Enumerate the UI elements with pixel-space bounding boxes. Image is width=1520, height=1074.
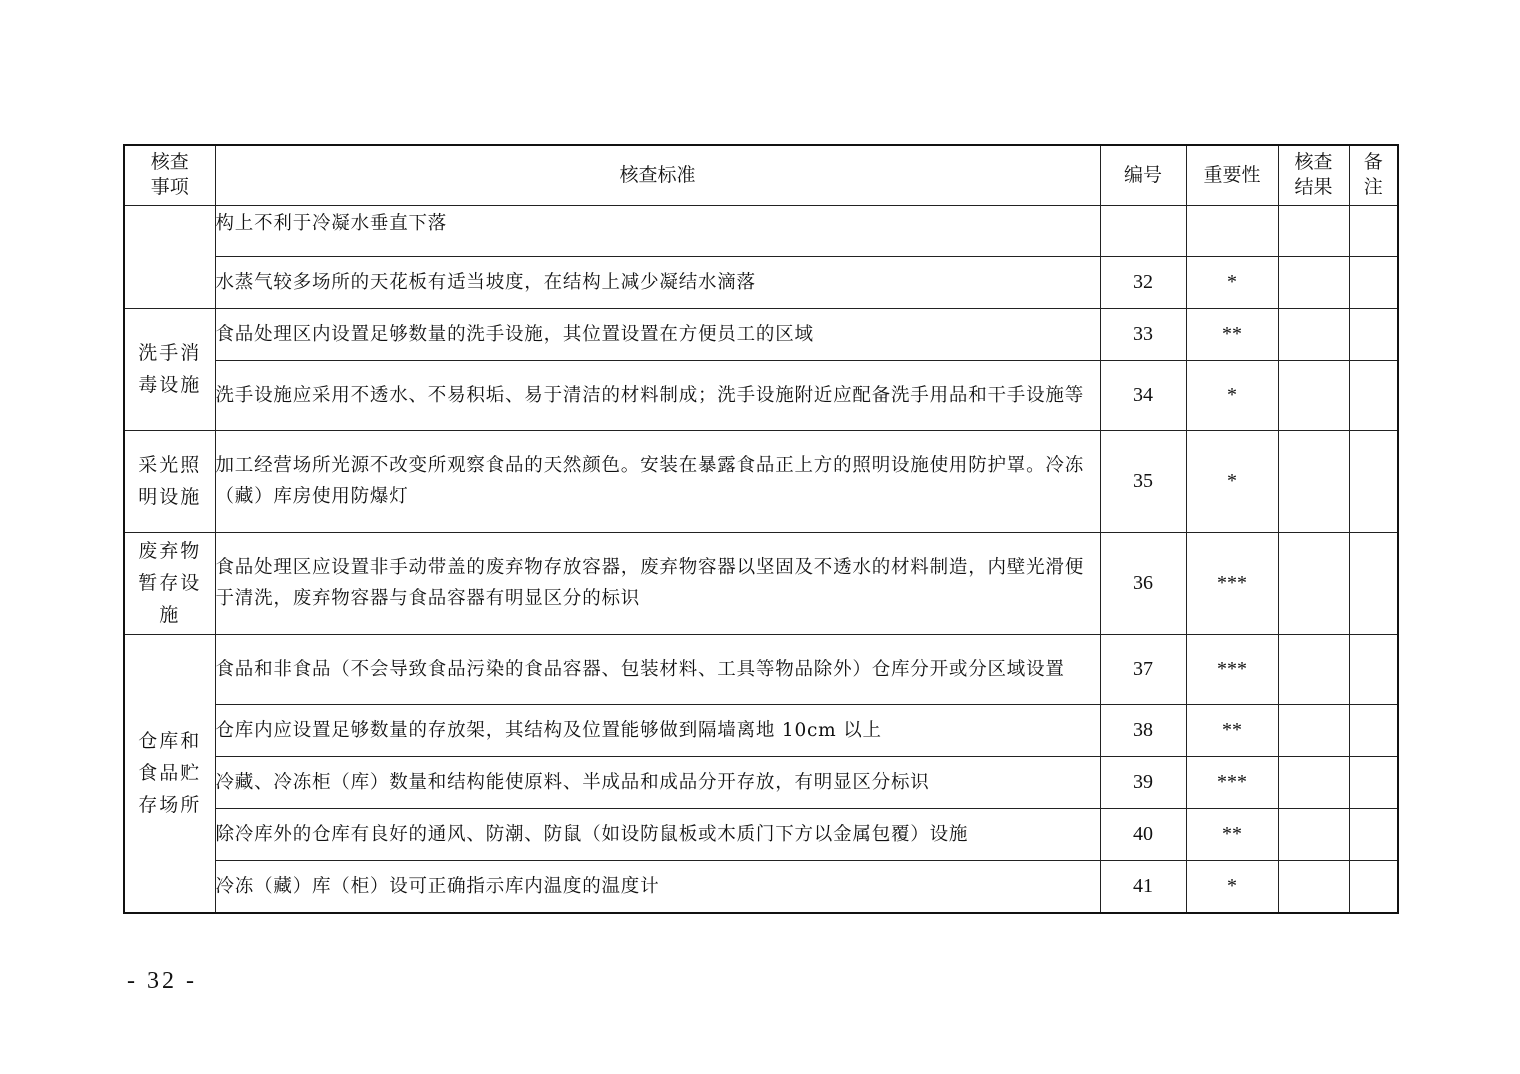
importance-cell: * — [1186, 430, 1278, 532]
note-cell — [1349, 860, 1398, 913]
note-cell — [1349, 532, 1398, 634]
result-cell — [1278, 308, 1349, 360]
header-note-text: 备注 — [1363, 151, 1383, 199]
number-cell: 33 — [1100, 308, 1186, 360]
note-cell — [1349, 360, 1398, 430]
importance-cell: * — [1186, 256, 1278, 308]
table-row — [124, 532, 1398, 634]
note-cell — [1349, 256, 1398, 308]
note-cell — [1349, 634, 1398, 704]
result-cell — [1278, 808, 1349, 860]
importance-cell — [1186, 205, 1278, 256]
table-row — [124, 360, 1398, 430]
standard-cell: 洗手设施应采用不透水、不易积垢、易于清洁的材料制成；洗手设施附近应配备洗手用品和干手设施等 — [215, 360, 1100, 430]
note-cell — [1349, 704, 1398, 756]
table-row — [124, 430, 1398, 532]
header-number: 编号 — [1100, 145, 1186, 205]
table-header-row — [124, 145, 1398, 205]
header-standard: 核查标准 — [215, 145, 1100, 205]
number-cell: 39 — [1100, 756, 1186, 808]
table-row — [124, 808, 1398, 860]
standard-cell: 构上不利于冷凝水垂直下落 — [215, 205, 1100, 256]
standard-cell: 食品和非食品（不会导致食品污染的食品容器、包装材料、工具等物品除外）仓库分开或分区域设置 — [215, 634, 1100, 704]
importance-cell: *** — [1186, 634, 1278, 704]
result-cell — [1278, 205, 1349, 256]
table-row — [124, 308, 1398, 360]
importance-cell: ** — [1186, 308, 1278, 360]
standard-cell: 食品处理区内设置足够数量的洗手设施，其位置设置在方便员工的区域 — [215, 308, 1100, 360]
category-cell-storage — [124, 634, 215, 913]
table-row — [124, 256, 1398, 308]
number-cell: 36 — [1100, 532, 1186, 634]
number-cell: 37 — [1100, 634, 1186, 704]
standard-cell: 加工经营场所光源不改变所观察食品的天然颜色。安装在暴露食品正上方的照明设施使用防护罩。冷冻（藏）库房使用防爆灯 — [215, 430, 1100, 532]
category-label: 废弃物暂存设施 — [138, 540, 202, 626]
category-cell-lighting — [124, 430, 215, 532]
page-number: - 32 - — [127, 968, 197, 994]
number-cell: 40 — [1100, 808, 1186, 860]
category-cell-waste — [124, 532, 215, 634]
result-cell — [1278, 360, 1349, 430]
note-cell — [1349, 308, 1398, 360]
importance-cell: ** — [1186, 808, 1278, 860]
result-cell — [1278, 430, 1349, 532]
category-label: 采光照明设施 — [138, 454, 202, 508]
result-cell — [1278, 704, 1349, 756]
importance-cell: ** — [1186, 704, 1278, 756]
category-cell-continued — [124, 205, 215, 308]
number-cell: 35 — [1100, 430, 1186, 532]
table-row — [124, 634, 1398, 704]
note-cell — [1349, 756, 1398, 808]
importance-cell: *** — [1186, 532, 1278, 634]
note-cell — [1349, 430, 1398, 532]
result-cell — [1278, 634, 1349, 704]
standard-cell: 仓库内应设置足够数量的存放架，其结构及位置能够做到隔墙离地 10cm 以上 — [215, 704, 1100, 756]
result-cell — [1278, 256, 1349, 308]
standard-cell: 冷冻（藏）库（柜）设可正确指示库内温度的温度计 — [215, 860, 1100, 913]
table-row — [124, 756, 1398, 808]
number-cell: 32 — [1100, 256, 1186, 308]
note-cell — [1349, 808, 1398, 860]
result-cell — [1278, 860, 1349, 913]
table-row — [124, 205, 1398, 256]
standard-cell: 冷藏、冷冻柜（库）数量和结构能使原料、半成品和成品分开存放，有明显区分标识 — [215, 756, 1100, 808]
standard-cell: 食品处理区应设置非手动带盖的废弃物存放容器，废弃物容器以坚固及不透水的材料制造，内壁光滑便于清洗，废弃物容器与食品容器有明显区分的标识 — [215, 532, 1100, 634]
header-category — [124, 145, 215, 205]
number-cell: 34 — [1100, 360, 1186, 430]
category-label: 仓库和食品贮存场所 — [138, 730, 202, 817]
table-row — [124, 704, 1398, 756]
header-category-text: 核查事项 — [150, 151, 189, 199]
header-note — [1349, 145, 1398, 205]
importance-cell: *** — [1186, 756, 1278, 808]
inspection-table — [123, 144, 1399, 914]
standard-cell: 水蒸气较多场所的天花板有适当坡度，在结构上减少凝结水滴落 — [215, 256, 1100, 308]
number-cell — [1100, 205, 1186, 256]
table-row — [124, 860, 1398, 913]
header-result-text: 核查结果 — [1294, 151, 1333, 199]
header-importance: 重要性 — [1186, 145, 1278, 205]
note-cell — [1349, 205, 1398, 256]
importance-cell: * — [1186, 860, 1278, 913]
header-result — [1278, 145, 1349, 205]
category-label: 洗手消毒设施 — [138, 342, 202, 396]
importance-cell: * — [1186, 360, 1278, 430]
number-cell: 41 — [1100, 860, 1186, 913]
result-cell — [1278, 756, 1349, 808]
standard-cell: 除冷库外的仓库有良好的通风、防潮、防鼠（如设防鼠板或木质门下方以金属包覆）设施 — [215, 808, 1100, 860]
category-cell-handwash — [124, 308, 215, 430]
number-cell: 38 — [1100, 704, 1186, 756]
result-cell — [1278, 532, 1349, 634]
